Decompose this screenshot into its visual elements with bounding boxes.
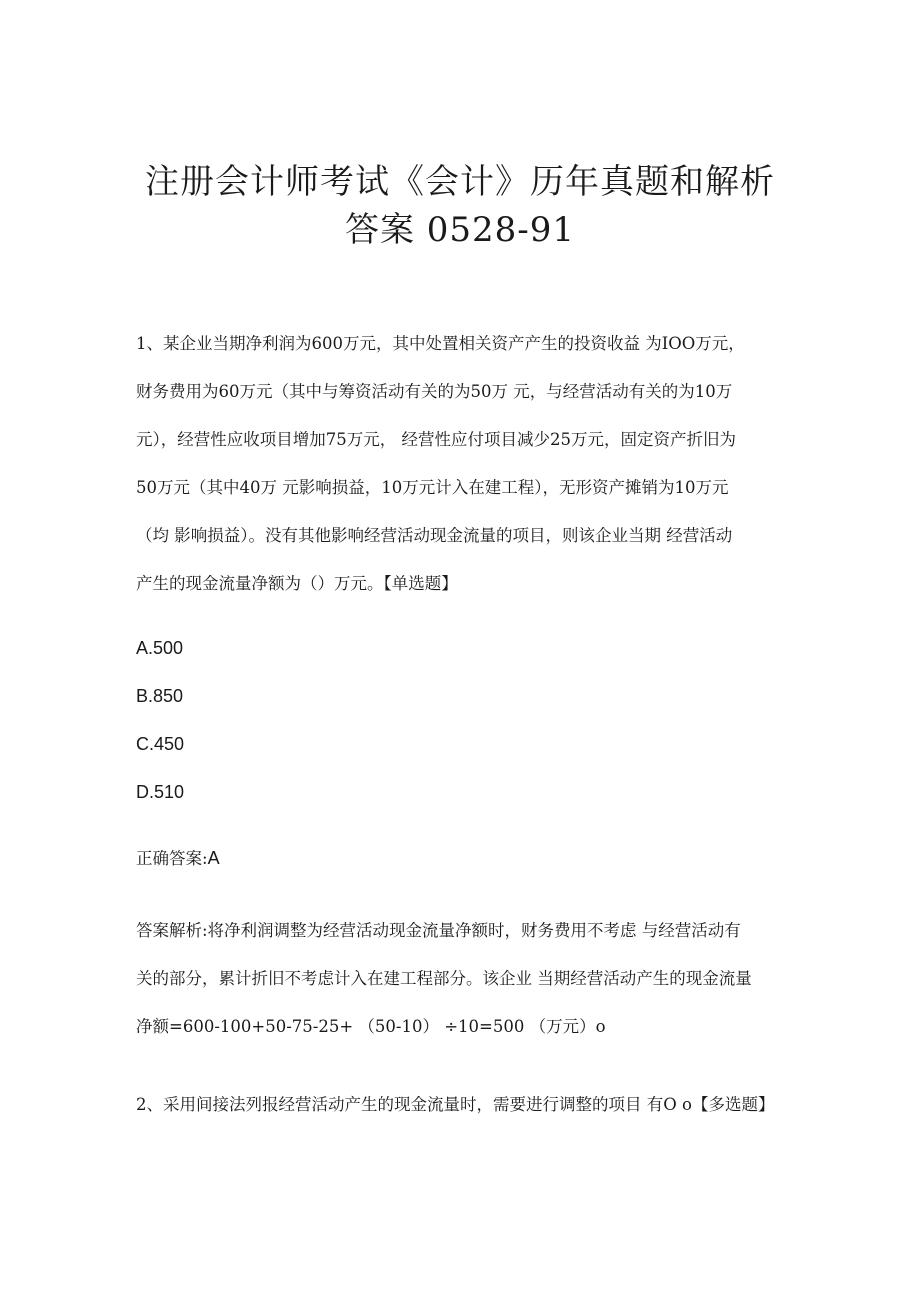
question-1-line: 50万元（其中40万 元影响损益，10万元计入在建工程），无形资产摊销为10万元 xyxy=(136,478,729,497)
answer-analysis xyxy=(136,907,796,1051)
question-2-text: 2、采用间接法列报经营活动产生的现金流量时，需要进行调整的项目 有O o【多选题】 xyxy=(136,1095,775,1114)
question-1-line: 元），经营性应收项目增加75万元， 经营性应付项目减少25万元，固定资产折旧为 xyxy=(136,430,736,449)
analysis-line: 关的部分，累计折旧不考虑计入在建工程部分。该企业 当期经营活动产生的现金流量 xyxy=(136,969,752,988)
correct-answer-value: A xyxy=(207,848,220,868)
question-1-line: 财务费用为60万元（其中与筹资活动有关的为50万 元，与经营活动有关的为10万 xyxy=(136,382,733,401)
document-title-line1: 注册会计师考试《会计》历年真题和解析 xyxy=(145,162,775,202)
question-1-line: 1、某企业当期净利润为600万元，其中处置相关资产产生的投资收益 为IOO万元， xyxy=(136,334,745,353)
analysis-line: 净额=600-100+50-75-25+ （50-10） ÷10=500 （万元）o xyxy=(136,1017,606,1036)
option-b: B.850 xyxy=(136,686,184,706)
correct-answer-label: 正确答案: xyxy=(136,849,208,868)
correct-answer xyxy=(136,846,220,871)
option-d: D.510 xyxy=(136,782,185,802)
analysis-line: 答案解析:将净利润调整为经营活动现金流量净额时，财务费用不考虑 与经营活动有 xyxy=(136,921,741,940)
question-1-text xyxy=(136,320,786,608)
option-c: C.450 xyxy=(136,734,185,754)
document-title-line2: 答案 0528-91 xyxy=(344,210,576,250)
question-1-line: 产生的现金流量净额为（）万元。【单选题】 xyxy=(136,574,458,593)
question-1-line: （均 影响损益）。没有其他影响经营活动现金流量的项目，则该企业当期 经营活动 xyxy=(136,526,733,545)
option-a: A.500 xyxy=(136,638,184,658)
